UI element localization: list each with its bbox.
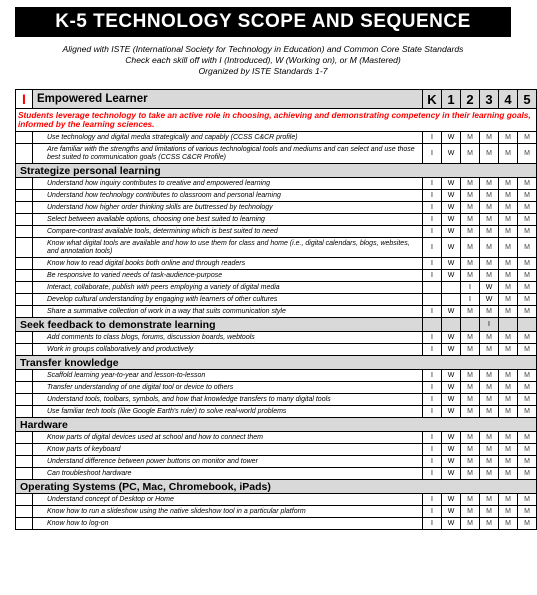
skill-checkbox-cell [16, 132, 33, 144]
grade-mark-cell: M [518, 468, 537, 480]
grade-mark-cell: I [423, 494, 442, 506]
skill-row [16, 294, 537, 306]
skill-checkbox-cell [16, 382, 33, 394]
grade-mark-cell: I [423, 238, 442, 258]
grade-mark-cell: M [499, 432, 518, 444]
grade-mark-cell: M [518, 394, 537, 406]
skill-row [16, 394, 537, 406]
grade-mark-cell: W [442, 258, 461, 270]
grade-mark-cell: M [461, 406, 480, 418]
skill-description: Are familiar with the strengths and limitations of various technological tools and mediums and can select and use those best suited to communication goals (CCSS C&CR Profile) [33, 144, 423, 164]
skill-checkbox-cell [16, 190, 33, 202]
skill-description: Understand concept of Desktop or Home [33, 494, 423, 506]
grade-header-4: 4 [499, 90, 518, 109]
skill-row [16, 332, 537, 344]
grade-mark-cell: M [480, 202, 499, 214]
grade-mark-cell: M [499, 456, 518, 468]
skill-checkbox-cell [16, 444, 33, 456]
grade-mark-cell: M [480, 190, 499, 202]
skill-row [16, 258, 537, 270]
grade-mark-cell: M [499, 494, 518, 506]
skill-checkbox-cell [16, 456, 33, 468]
grade-mark-cell: M [499, 202, 518, 214]
grade-mark-cell: M [480, 494, 499, 506]
grade-header-1: 1 [442, 90, 461, 109]
standard-number: I [16, 90, 33, 109]
skill-row [16, 282, 537, 294]
skill-checkbox-cell [16, 258, 33, 270]
grade-mark-cell: W [442, 506, 461, 518]
skill-description: Know what digital tools are available and how to use them for class and home (i.e., digital calendars, blogs, websites, and annotation tools) [33, 238, 423, 258]
grade-mark-cell: M [480, 432, 499, 444]
grade-mark-cell: M [518, 214, 537, 226]
grade-mark-cell: I [423, 144, 442, 164]
section-grade-cell [461, 318, 480, 332]
grade-mark-cell: W [442, 394, 461, 406]
section-header-row [16, 480, 537, 494]
grade-mark-cell: M [518, 258, 537, 270]
skill-row [16, 382, 537, 394]
grade-mark-cell: M [461, 202, 480, 214]
skill-checkbox-cell [16, 202, 33, 214]
grade-mark-cell: M [518, 282, 537, 294]
grade-mark-cell: M [499, 370, 518, 382]
grade-mark-cell: I [461, 294, 480, 306]
skill-description: Understand how inquiry contributes to creative and empowered learning [33, 178, 423, 190]
grade-mark-cell: M [499, 406, 518, 418]
grade-mark-cell: I [423, 518, 442, 530]
skill-row [16, 344, 537, 356]
grade-mark-cell: M [461, 226, 480, 238]
grade-mark-cell: M [461, 306, 480, 318]
skill-description: Understand how technology contributes to classroom and personal learning [33, 190, 423, 202]
skill-checkbox-cell [16, 494, 33, 506]
skill-description: Know how to read digital books both online and through readers [33, 258, 423, 270]
grade-mark-cell: M [461, 132, 480, 144]
grade-mark-cell: W [442, 468, 461, 480]
skill-row [16, 238, 537, 258]
grade-mark-cell: M [518, 144, 537, 164]
grade-mark-cell: M [499, 226, 518, 238]
grade-mark-cell: W [442, 494, 461, 506]
standard-header-row [16, 90, 537, 109]
grade-mark-cell: I [423, 456, 442, 468]
skill-row [16, 456, 537, 468]
grade-mark-cell: W [442, 144, 461, 164]
grade-mark-cell: M [461, 382, 480, 394]
grade-mark-cell: M [518, 456, 537, 468]
skill-checkbox-cell [16, 406, 33, 418]
skill-row [16, 178, 537, 190]
grade-mark-cell: I [423, 270, 442, 282]
section-header-row [16, 418, 537, 432]
scope-sequence-table [15, 89, 537, 530]
subtitle-line-alignment: Aligned with ISTE (International Society for Technology in Education) and Common Core State Standards [62, 44, 464, 54]
grade-mark-cell: I [423, 394, 442, 406]
grade-mark-cell: M [518, 506, 537, 518]
skill-checkbox-cell [16, 332, 33, 344]
skill-checkbox-cell [16, 306, 33, 318]
grade-mark-cell: M [461, 258, 480, 270]
grade-mark-cell: I [423, 370, 442, 382]
page-title: K-5 TECHNOLOGY SCOPE AND SEQUENCE [15, 7, 511, 37]
skill-checkbox-cell [16, 370, 33, 382]
skill-description: Add comments to class blogs, forums, discussion boards, webtools [33, 332, 423, 344]
grade-mark-cell: I [423, 226, 442, 238]
grade-mark-cell: I [423, 406, 442, 418]
grade-mark-cell: M [480, 506, 499, 518]
grade-mark-cell: M [518, 518, 537, 530]
grade-mark-cell: M [480, 382, 499, 394]
section-title: Operating Systems (PC, Mac, Chromebook, iPads) [16, 480, 537, 494]
grade-mark-cell: M [518, 202, 537, 214]
skill-description: Work in groups collaboratively and productively [33, 344, 423, 356]
grade-mark-cell: W [480, 294, 499, 306]
grade-mark-cell: M [480, 132, 499, 144]
skill-description: Transfer understanding of one digital tool or device to others [33, 382, 423, 394]
standard-title: Empowered Learner [33, 90, 423, 109]
skill-description: Share a summative collection of work in a way that suits communication style [33, 306, 423, 318]
skill-row [16, 506, 537, 518]
grade-mark-cell: I [423, 214, 442, 226]
standard-statement-row [16, 109, 537, 132]
grade-mark-cell: M [518, 190, 537, 202]
grade-mark-cell: W [442, 432, 461, 444]
section-title: Seek feedback to demonstrate learning [16, 318, 423, 332]
skill-row [16, 132, 537, 144]
grade-mark-cell: M [499, 506, 518, 518]
grade-mark-cell: I [423, 178, 442, 190]
grade-mark-cell: M [461, 506, 480, 518]
skill-checkbox-cell [16, 178, 33, 190]
grade-mark-cell: M [480, 468, 499, 480]
skill-description: Develop cultural understanding by engaging with learners of other cultures [33, 294, 423, 306]
skill-checkbox-cell [16, 432, 33, 444]
grade-mark-cell: M [518, 344, 537, 356]
grade-mark-cell: M [499, 294, 518, 306]
grade-mark-cell: M [461, 370, 480, 382]
skill-checkbox-cell [16, 144, 33, 164]
grade-mark-cell: M [499, 332, 518, 344]
grade-mark-cell: M [499, 518, 518, 530]
skill-row [16, 444, 537, 456]
grade-mark-cell: W [442, 518, 461, 530]
skill-checkbox-cell [16, 344, 33, 356]
grade-mark-cell [423, 282, 442, 294]
grade-mark-cell: M [461, 494, 480, 506]
grade-mark-cell: M [499, 468, 518, 480]
grade-mark-cell: W [442, 406, 461, 418]
grade-mark-cell: W [442, 178, 461, 190]
grade-mark-cell: I [423, 332, 442, 344]
skill-description: Scaffold learning year-to-year and lesson-to-lesson [33, 370, 423, 382]
grade-mark-cell: W [442, 226, 461, 238]
grade-mark-cell: M [518, 332, 537, 344]
standard-statement: Students leverage technology to take an active role in choosing, achieving and demonstrating competency in their learning goals, informed by the learning sciences. [16, 109, 537, 132]
grade-mark-cell: I [423, 190, 442, 202]
grade-mark-cell: M [518, 132, 537, 144]
grade-mark-cell: M [499, 238, 518, 258]
grade-mark-cell: M [480, 332, 499, 344]
grade-mark-cell: M [480, 344, 499, 356]
grade-mark-cell: M [499, 258, 518, 270]
skill-description: Know parts of digital devices used at school and how to connect them [33, 432, 423, 444]
grade-mark-cell: M [461, 432, 480, 444]
section-header-row [16, 356, 537, 370]
grade-mark-cell: M [480, 178, 499, 190]
grade-mark-cell: M [480, 394, 499, 406]
grade-mark-cell: M [499, 444, 518, 456]
grade-header-2: 2 [461, 90, 480, 109]
grade-mark-cell [423, 294, 442, 306]
grade-mark-cell: M [499, 144, 518, 164]
section-grade-cell: I [480, 318, 499, 332]
grade-mark-cell: M [480, 238, 499, 258]
section-grade-cell [442, 318, 461, 332]
grade-mark-cell: M [499, 344, 518, 356]
skill-checkbox-cell [16, 506, 33, 518]
skill-description: Understand tools, toolbars, symbols, and how that knowledge transfers to many digital tools [33, 394, 423, 406]
skill-checkbox-cell [16, 270, 33, 282]
grade-mark-cell: M [480, 144, 499, 164]
subtitle-line-organization: Organized by ISTE Standards 1-7 [198, 66, 328, 76]
skill-row [16, 432, 537, 444]
grade-mark-cell: M [461, 178, 480, 190]
grade-mark-cell: M [480, 444, 499, 456]
grade-mark-cell: M [499, 190, 518, 202]
grade-mark-cell: M [499, 178, 518, 190]
skill-description: Understand difference between power buttons on monitor and tower [33, 456, 423, 468]
grade-mark-cell: W [442, 344, 461, 356]
section-title: Hardware [16, 418, 537, 432]
grade-mark-cell: M [499, 306, 518, 318]
skill-description: Know how to log-on [33, 518, 423, 530]
skill-description: Compare-contrast available tools, determining which is best suited to need [33, 226, 423, 238]
skill-checkbox-cell [16, 294, 33, 306]
grade-mark-cell: M [480, 456, 499, 468]
grade-mark-cell: M [461, 444, 480, 456]
grade-mark-cell: W [442, 382, 461, 394]
grade-mark-cell: W [442, 306, 461, 318]
grade-mark-cell: I [423, 468, 442, 480]
grade-mark-cell: M [518, 270, 537, 282]
grade-mark-cell: M [518, 432, 537, 444]
section-header-row [16, 318, 537, 332]
skill-description: Can troubleshoot hardware [33, 468, 423, 480]
grade-mark-cell: M [461, 344, 480, 356]
section-grade-cell [423, 318, 442, 332]
grade-mark-cell: M [518, 226, 537, 238]
grade-mark-cell: M [461, 456, 480, 468]
skill-checkbox-cell [16, 226, 33, 238]
grade-mark-cell: I [423, 132, 442, 144]
grade-mark-cell: M [518, 294, 537, 306]
skill-description: Understand how higher order thinking skills are buttressed by technology [33, 202, 423, 214]
grade-mark-cell: M [461, 144, 480, 164]
grade-mark-cell: W [480, 282, 499, 294]
grade-mark-cell: M [518, 382, 537, 394]
skill-description: Use technology and digital media strategically and capably (CCSS C&CR profile) [33, 132, 423, 144]
grade-mark-cell: M [518, 178, 537, 190]
skill-checkbox-cell [16, 238, 33, 258]
skill-row [16, 518, 537, 530]
grade-mark-cell: W [442, 238, 461, 258]
grade-mark-cell: I [423, 258, 442, 270]
skill-row [16, 144, 537, 164]
grade-mark-cell: M [499, 270, 518, 282]
skill-row [16, 214, 537, 226]
grade-mark-cell: M [518, 494, 537, 506]
grade-mark-cell: W [442, 444, 461, 456]
grade-mark-cell: M [461, 394, 480, 406]
grade-mark-cell: W [442, 132, 461, 144]
grade-mark-cell: W [442, 214, 461, 226]
grade-mark-cell: W [442, 190, 461, 202]
grade-mark-cell: I [461, 282, 480, 294]
grade-header-5: 5 [518, 90, 537, 109]
grade-mark-cell: M [518, 238, 537, 258]
skill-row [16, 306, 537, 318]
grade-mark-cell: M [461, 214, 480, 226]
skill-description: Be responsive to varied needs of task-audience-purpose [33, 270, 423, 282]
grade-mark-cell: M [461, 190, 480, 202]
grade-header-k: K [423, 90, 442, 109]
grade-mark-cell: W [442, 370, 461, 382]
grade-header-3: 3 [480, 90, 499, 109]
subtitle-block [15, 44, 511, 77]
skill-row [16, 370, 537, 382]
section-title: Strategize personal learning [16, 164, 537, 178]
subtitle-line-instructions: Check each skill off with I (Introduced), W (Working on), or M (Mastered) [125, 55, 401, 65]
grade-mark-cell: W [442, 202, 461, 214]
skill-row [16, 406, 537, 418]
grade-mark-cell: M [518, 406, 537, 418]
skill-description: Use familiar tech tools (like Google Earth's ruler) to solve real-world problems [33, 406, 423, 418]
skill-row [16, 190, 537, 202]
grade-mark-cell: W [442, 456, 461, 468]
skill-checkbox-cell [16, 214, 33, 226]
grade-mark-cell: M [499, 394, 518, 406]
grade-mark-cell: M [461, 468, 480, 480]
grade-mark-cell: I [423, 432, 442, 444]
skill-row [16, 468, 537, 480]
section-grade-cell [499, 318, 518, 332]
grade-mark-cell: M [518, 370, 537, 382]
section-title: Transfer knowledge [16, 356, 537, 370]
grade-mark-cell: M [518, 306, 537, 318]
grade-mark-cell: M [480, 270, 499, 282]
skill-description: Interact, collaborate, publish with peers employing a variety of digital media [33, 282, 423, 294]
grade-mark-cell: I [423, 306, 442, 318]
grade-mark-cell: M [461, 332, 480, 344]
skill-row [16, 202, 537, 214]
grade-mark-cell: M [461, 518, 480, 530]
skill-checkbox-cell [16, 394, 33, 406]
grade-mark-cell: M [480, 406, 499, 418]
skill-row [16, 270, 537, 282]
grade-mark-cell: I [423, 444, 442, 456]
grade-mark-cell [442, 294, 461, 306]
grade-mark-cell [442, 282, 461, 294]
grade-mark-cell: M [499, 214, 518, 226]
grade-mark-cell: M [480, 518, 499, 530]
grade-mark-cell: M [461, 270, 480, 282]
grade-mark-cell: M [499, 282, 518, 294]
skill-description: Know parts of keyboard [33, 444, 423, 456]
grade-mark-cell: M [499, 382, 518, 394]
grade-mark-cell: W [442, 332, 461, 344]
grade-mark-cell: M [480, 214, 499, 226]
grade-mark-cell: W [442, 270, 461, 282]
grade-mark-cell: I [423, 506, 442, 518]
skill-description: Select between available options, choosing one best suited to learning [33, 214, 423, 226]
skill-row [16, 494, 537, 506]
grade-mark-cell: M [461, 238, 480, 258]
grade-mark-cell: I [423, 382, 442, 394]
grade-mark-cell: I [423, 202, 442, 214]
skill-checkbox-cell [16, 468, 33, 480]
grade-mark-cell: M [480, 306, 499, 318]
skill-checkbox-cell [16, 518, 33, 530]
grade-mark-cell: M [480, 258, 499, 270]
skill-checkbox-cell [16, 282, 33, 294]
grade-mark-cell: M [499, 132, 518, 144]
grade-mark-cell: M [518, 444, 537, 456]
grade-mark-cell: I [423, 344, 442, 356]
grade-mark-cell: M [480, 370, 499, 382]
skill-row [16, 226, 537, 238]
section-grade-cell [518, 318, 537, 332]
skill-description: Know how to run a slideshow using the native slideshow tool in a particular platform [33, 506, 423, 518]
section-header-row [16, 164, 537, 178]
grade-mark-cell: M [480, 226, 499, 238]
